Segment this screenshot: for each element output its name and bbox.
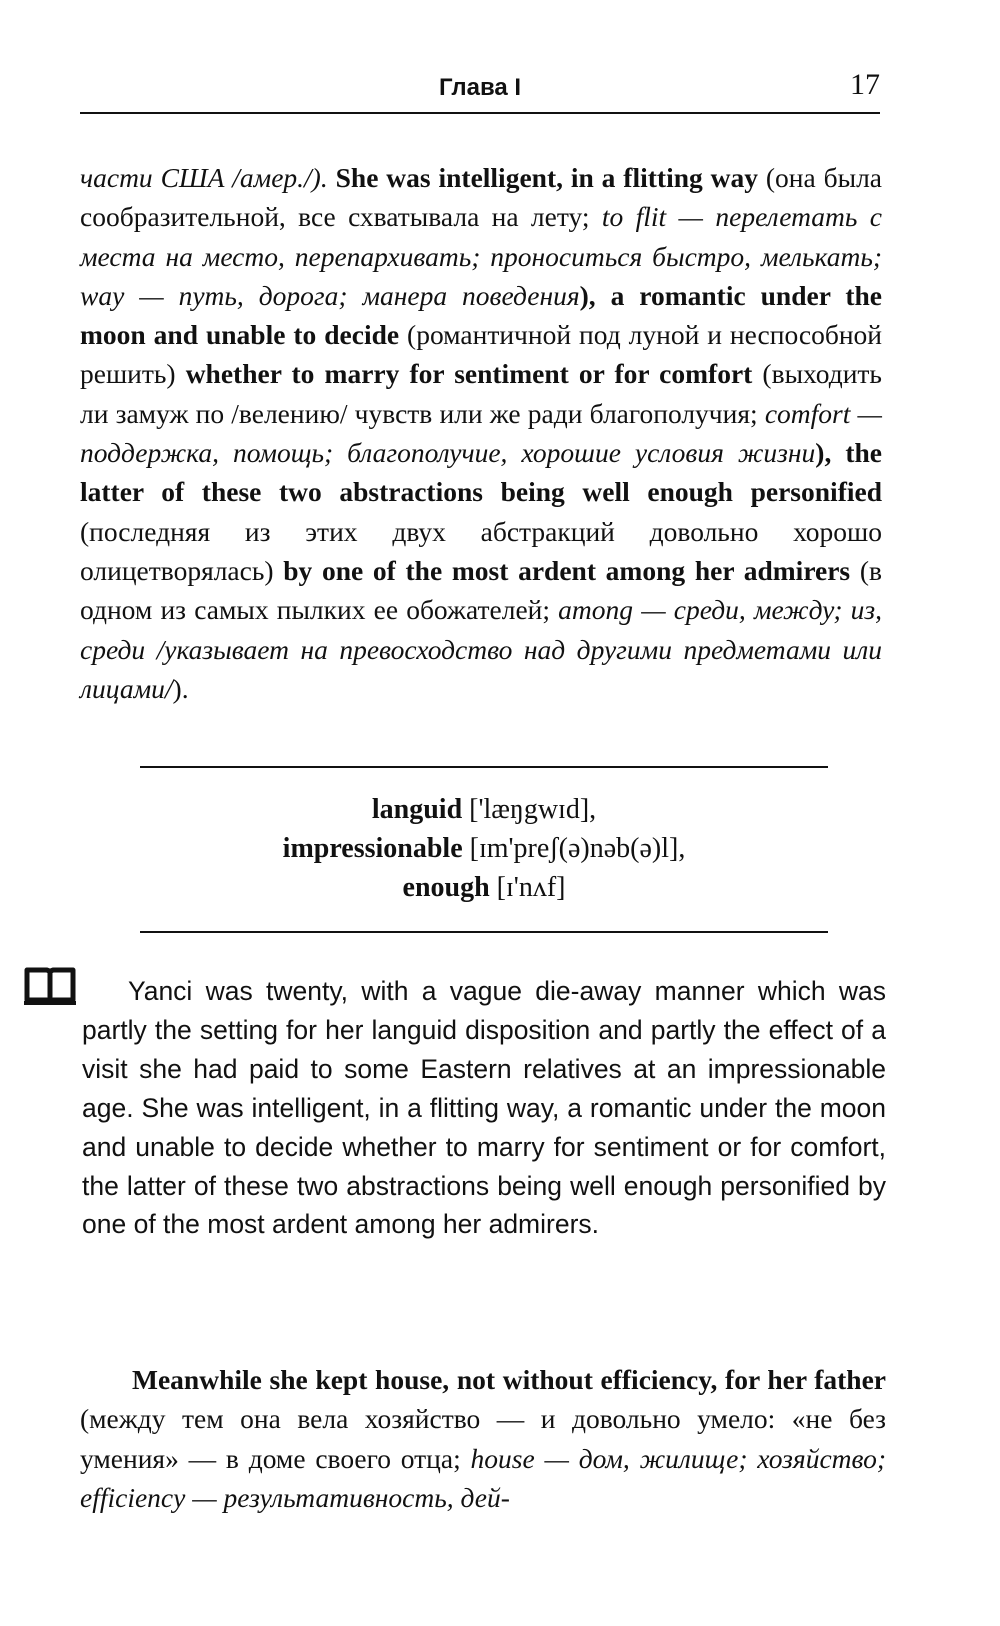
gloss-segment: comfort — поддержка, помощь; благополучие, хорошие условия жизни [80, 397, 883, 469]
pronunciation-line [140, 868, 828, 907]
pron-word: enough [402, 872, 490, 903]
pron-ipa: [ɪ'nʌf] [489, 872, 566, 903]
translation-paragraph-1 [80, 158, 882, 708]
pronunciation-line [140, 790, 828, 829]
text-segment: (последняя из этих двух абстракций довольно хорошо олицетворялась) [80, 515, 882, 586]
page-number: 17 [850, 68, 880, 101]
divider-top [140, 766, 828, 768]
pron-word: languid [371, 794, 463, 825]
pron-word: impressionable [282, 833, 463, 864]
text-segment: (выходить ли замуж по /велению/ чувств или же ради благополучия; [80, 358, 882, 429]
text-segment: (в одном из самых пылких ее обожателей; [80, 554, 882, 626]
pron-ipa: ['læŋgwɪd], [462, 794, 597, 825]
pron-ipa: [ɪm'preʃ(ə)nəb(ə)l], [462, 833, 686, 864]
english-segment: ), the latter of these two abstractions being well enough personified [80, 437, 882, 508]
page-header [80, 66, 880, 114]
english-segment: Meanwhile she kept house, not without efficiency, for her father [132, 1364, 886, 1395]
pronunciation-block [140, 790, 828, 907]
text-segment: (она была сообразительной, все схватывала на лету; [80, 162, 882, 233]
gloss-segment: to flit — перелетать с места на место, перепархивать; проноситься быстро, мелькать; way — путь, дорога; манера поведения [80, 201, 882, 311]
english-segment: She was intelligent, in a flitting way [327, 162, 758, 193]
translation-paragraph-2 [80, 1360, 886, 1517]
english-segment: whether to marry for sentiment or for comfort [185, 358, 753, 390]
gloss-segment: house — дом, жилище; хозяйство; efficiency — результативность, дей- [80, 1442, 886, 1513]
text-segment: ). [172, 672, 189, 704]
text-segment: (романтичной под луной и неспособной решить) [80, 319, 883, 390]
english-segment: by one of the most ardent among her admirers [283, 554, 851, 586]
gloss-segment: among — среди, между; из, среди /указывает на превосходство над другими предметами или лицами/ [80, 594, 882, 704]
english-segment: ), a romantic under the moon and unable to decide [80, 279, 882, 351]
text-segment: (между тем она вела хозяйство — и довольно умело: «не без умения» — в доме своего отца; [80, 1403, 886, 1474]
open-book-icon [24, 966, 76, 1006]
original-text-paragraph: Yanci was twenty, with a vague die-away manner which was partly the setting for her languid disposition and partly the effect of a visit she had paid to some Eastern relatives at an impressionable age. She was intelligent, in a flitting way, a romantic under the moon and unable to decide whether to marry for sentiment or for comfort, the latter of these two abstractions being well enough personified by one of the most ardent among her admirers. [82, 976, 886, 1240]
divider-bottom [140, 931, 828, 933]
chapter-title: Глава I [438, 74, 522, 101]
pronunciation-line [140, 829, 828, 868]
text-segment: части США /амер./). [80, 162, 328, 193]
